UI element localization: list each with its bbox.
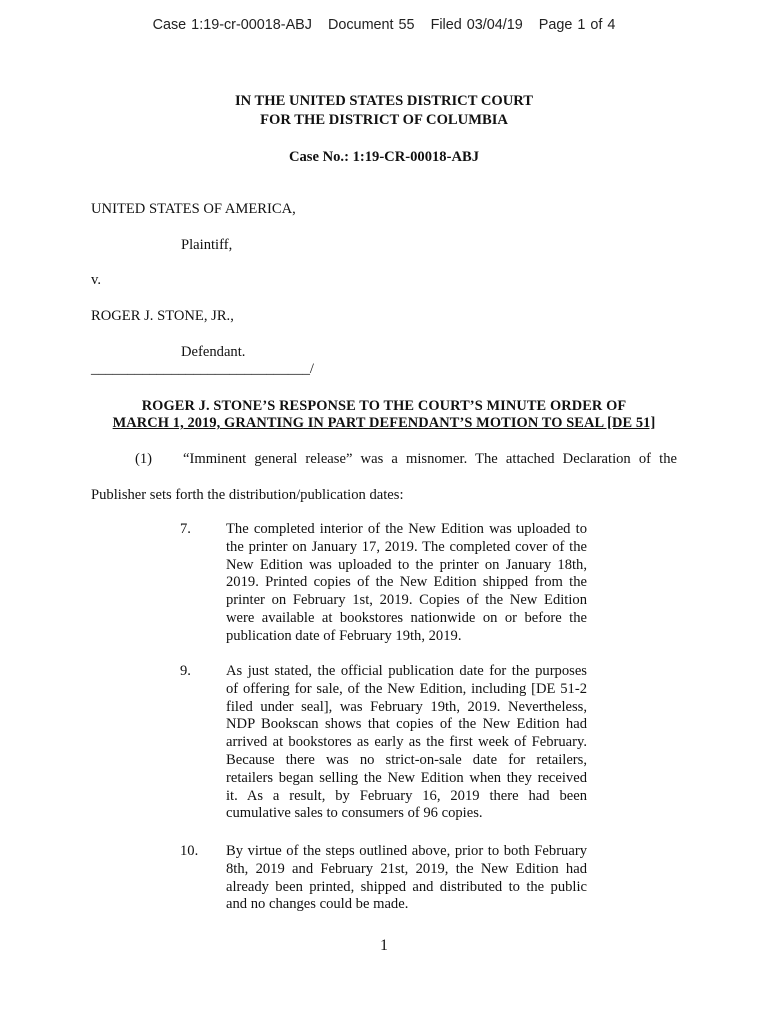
- page-count-stamp: Page 1 of 4: [538, 17, 616, 33]
- caption-rule: ______________________________/: [91, 361, 314, 377]
- item-line: publication date of February 19th, 2019.: [226, 627, 462, 644]
- item-line: retailers began selling the New Edition when they received: [226, 769, 587, 786]
- case-number: Case No.: 1:19-CR-00018-ABJ: [288, 149, 480, 165]
- filed-date-stamp: Filed 03/04/19: [430, 17, 523, 33]
- item-number: 9.: [180, 663, 191, 679]
- item-line: By virtue of the steps outlined above, prior to both February: [226, 843, 587, 859]
- document-title-line1: ROGER J. STONE’S RESPONSE TO THE COURT’S MINUTE ORDER OF: [141, 398, 627, 414]
- item-line: Because there was no strict-on-sale date for retailers,: [226, 751, 587, 768]
- item-line: printer on February 1st, 2019. Copies of the New Edition: [226, 592, 587, 609]
- item-line: already been printed, shipped and distributed to the public: [226, 878, 587, 895]
- page-number: 1: [380, 937, 388, 954]
- item-line: it. As a result, by February 16, 2019 there had been: [226, 787, 587, 804]
- defendant-name: ROGER J. STONE, JR.,: [91, 308, 234, 324]
- document-number-stamp: Document 55: [327, 17, 415, 33]
- plaintiff-role: Plaintiff,: [181, 237, 233, 253]
- item-number: 7.: [180, 521, 191, 537]
- item-line: the printer on January 17, 2019. The completed cover of the: [226, 538, 587, 555]
- paragraph-line: “Imminent general release” was a misnomer. The attached Declaration of the: [183, 451, 677, 467]
- item-body: [226, 663, 587, 823]
- item-line: and no changes could be made.: [226, 896, 409, 913]
- item-line: 8th, 2019 and February 21st, 2019, the New Edition had: [226, 860, 587, 877]
- item-line: were available at bookstores nationwide on or before the: [226, 609, 587, 626]
- item-line: 2019. Printed copies of the New Edition shipped from the: [226, 574, 587, 591]
- item-line: of offering for sale, of the New Edition, including [DE 51-2: [226, 680, 587, 697]
- item-line: New Edition was uploaded to the printer on January 18th,: [226, 556, 587, 573]
- versus: v.: [91, 272, 101, 288]
- item-body: [226, 521, 587, 646]
- paragraph-number: (1): [135, 451, 153, 467]
- paragraph-line: Publisher sets forth the distribution/publication dates:: [91, 487, 404, 503]
- item-line: NDP Bookscan shows that copies of the New Edition had: [226, 716, 587, 733]
- court-district: FOR THE DISTRICT OF COLUMBIA: [260, 112, 508, 128]
- filing-header: [0, 17, 768, 33]
- item-line: The completed interior of the New Edition was uploaded to: [226, 521, 587, 537]
- item-line: cumulative sales to consumers of 96 copies.: [226, 805, 483, 822]
- item-line: As just stated, the official publication date for the purposes: [226, 663, 587, 679]
- item-number: 10.: [180, 843, 199, 859]
- document-title-line2: MARCH 1, 2019, GRANTING IN PART DEFENDANT’S MOTION TO SEAL [DE 51]: [112, 415, 656, 431]
- item-body: [226, 843, 587, 914]
- plaintiff-name: UNITED STATES OF AMERICA,: [91, 201, 296, 217]
- court-name: IN THE UNITED STATES DISTRICT COURT: [234, 93, 534, 109]
- defendant-role: Defendant.: [181, 344, 246, 360]
- case-number-stamp: Case 1:19-cr-00018-ABJ: [152, 17, 312, 33]
- item-line: filed under seal], was February 19th, 2019. Nevertheless,: [226, 698, 587, 715]
- item-line: arrived at bookstores as early as the first week of February.: [226, 734, 587, 751]
